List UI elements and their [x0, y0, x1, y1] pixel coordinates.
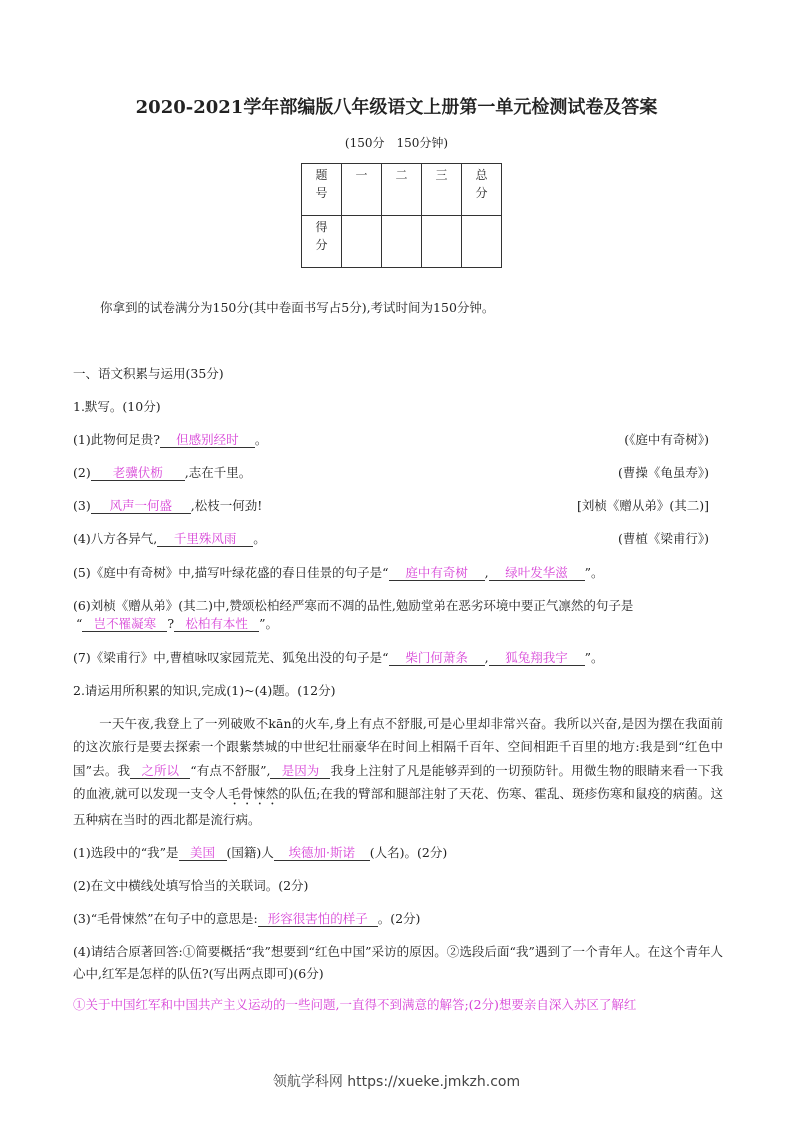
- footer-watermark: 领航学科网 https://xueke.jmkzh.com: [272, 1074, 521, 1090]
- answer-blank: 庭中有奇树: [389, 565, 485, 581]
- answer-blank: 但感别经时: [160, 432, 255, 448]
- answer-blank: 柴门何萧条: [389, 650, 485, 666]
- section-heading: 一、语文积累与运用(35分): [73, 366, 224, 381]
- answer-blank: 千里殊风雨: [157, 531, 253, 547]
- answer-blank: 埃德加·斯诺: [274, 845, 370, 861]
- answer-blank: 形容很害怕的样子: [258, 911, 378, 927]
- header-cell: 总分: [475, 168, 488, 200]
- question-item: (6)刘桢《赠从弟》(其二)中,赞颂松柏经严寒而不凋的品性,勉励堂弟在恶劣环境中要正气凛然的句子是: [73, 598, 634, 613]
- question-title: 1.默写。(10分): [73, 399, 161, 414]
- question-title: 2.请运用所积累的知识,完成(1)~(4)题。(12分): [73, 683, 336, 698]
- emphasized-phrase: 毛骨悚然: [228, 785, 279, 801]
- header-cell: 二: [382, 164, 422, 216]
- reading-passage: 一天午夜,我登上了一列破败不kān的火车,身上有点不舒服,可是心里却非常兴奋。我所以兴奋,是因为摆在我面前的这次旅行是要去探索一个跟紫禁城的中世纪壮丽豪华在时间上相隔千百年、空间相距千百里的地方:我是到“红色中国”去。我 之所以 “有点不舒服”, 是因为 我身上注射了凡是能够弄到的一切预防针。用微生物的眼睛来看一下我的血液,就可以发现一支令人毛骨悚然的队伍;在我的臂部和腿部注射了天花、伤寒、霍乱、斑疹伤寒和鼠疫的病菌。这五种病在当时的西北都是流行病。: [73, 716, 723, 827]
- question-item: (2)在文中横线处填写恰当的关联词。(2分): [73, 878, 309, 893]
- question-item: (1)此物何足贵? 但感别经时 。: [73, 432, 268, 447]
- question-item: (3) 风声一何盛 ,松枝一何劲!: [73, 498, 263, 513]
- answer-blank: 之所以: [130, 763, 190, 779]
- score-table: [301, 163, 502, 268]
- score-cell[interactable]: [422, 216, 462, 268]
- row-label: 得分: [315, 220, 328, 252]
- answer-blank: 松柏有本性: [174, 616, 259, 632]
- answer-blank: 是因为: [270, 763, 330, 779]
- header-cell: 三: [422, 164, 462, 216]
- table-row: [302, 164, 502, 216]
- source-citation: (曹植《梁甫行》): [617, 531, 709, 546]
- source-citation: (曹操《龟虽寿》): [617, 465, 709, 480]
- score-cell[interactable]: [342, 216, 382, 268]
- intro-text: 你拿到的试卷满分为150分(其中卷面书写占5分),考试时间为150分钟。: [100, 300, 495, 315]
- answer-text: ①关于中国红军和中国共产主义运动的一些问题,一直得不到满意的解答;(2分)想要亲自深入苏区了解红: [73, 997, 637, 1012]
- answer-blank: 狐兔翔我宇: [489, 650, 585, 666]
- subtitle: (150分 150分钟): [344, 136, 449, 150]
- score-cell[interactable]: [382, 216, 422, 268]
- question-item: (1)选段中的“我”是 美国 (国籍)人 埃德加·斯诺 (人名)。(2分): [73, 845, 448, 860]
- question-item: (3)“毛骨悚然”在句子中的意思是: 形容很害怕的样子 。(2分): [73, 911, 421, 926]
- header-cell: 一: [342, 164, 382, 216]
- answer-blank: 美国: [179, 845, 227, 861]
- answer-blank: 风声一何盛: [91, 498, 191, 514]
- source-citation: [刘桢《赠从弟》(其二)]: [576, 498, 709, 513]
- answer-blank: 岂不罹凝寒: [82, 616, 167, 632]
- page-title: 2020-2021学年部编版八年级语文上册第一单元检测试卷及答案: [135, 97, 658, 118]
- table-row: [302, 216, 502, 268]
- answer-blank: 老骥伏枥: [91, 465, 185, 481]
- question-item: (5)《庭中有奇树》中,描写叶绿花盛的春日佳景的句子是“ 庭中有奇树 , 绿叶发华滋 ”。: [73, 565, 604, 580]
- source-citation: (《庭中有奇树》): [624, 432, 709, 447]
- question-item: “ 岂不罹凝寒 ? 松柏有本性 ”。: [76, 616, 278, 631]
- question-item: (2) 老骥伏枥 ,志在千里。: [73, 465, 252, 480]
- answer-blank: 绿叶发华滋: [489, 565, 585, 581]
- question-item: (7)《梁甫行》中,曹植咏叹家园荒芜、狐兔出没的句子是“ 柴门何萧条 , 狐兔翔我宇 ”。: [73, 650, 604, 665]
- score-cell[interactable]: [462, 216, 502, 268]
- question-item: (4)请结合原著回答:①简要概括“我”想要到“红色中国”采访的原因。②选段后面“我”遇到了一个青年人。在这个青年人心中,红军是怎样的队伍?(写出两点即可)(6分): [73, 944, 723, 981]
- header-cell: 题号: [315, 168, 328, 200]
- question-item: (4)八方各异气, 千里殊风雨 。: [73, 531, 266, 546]
